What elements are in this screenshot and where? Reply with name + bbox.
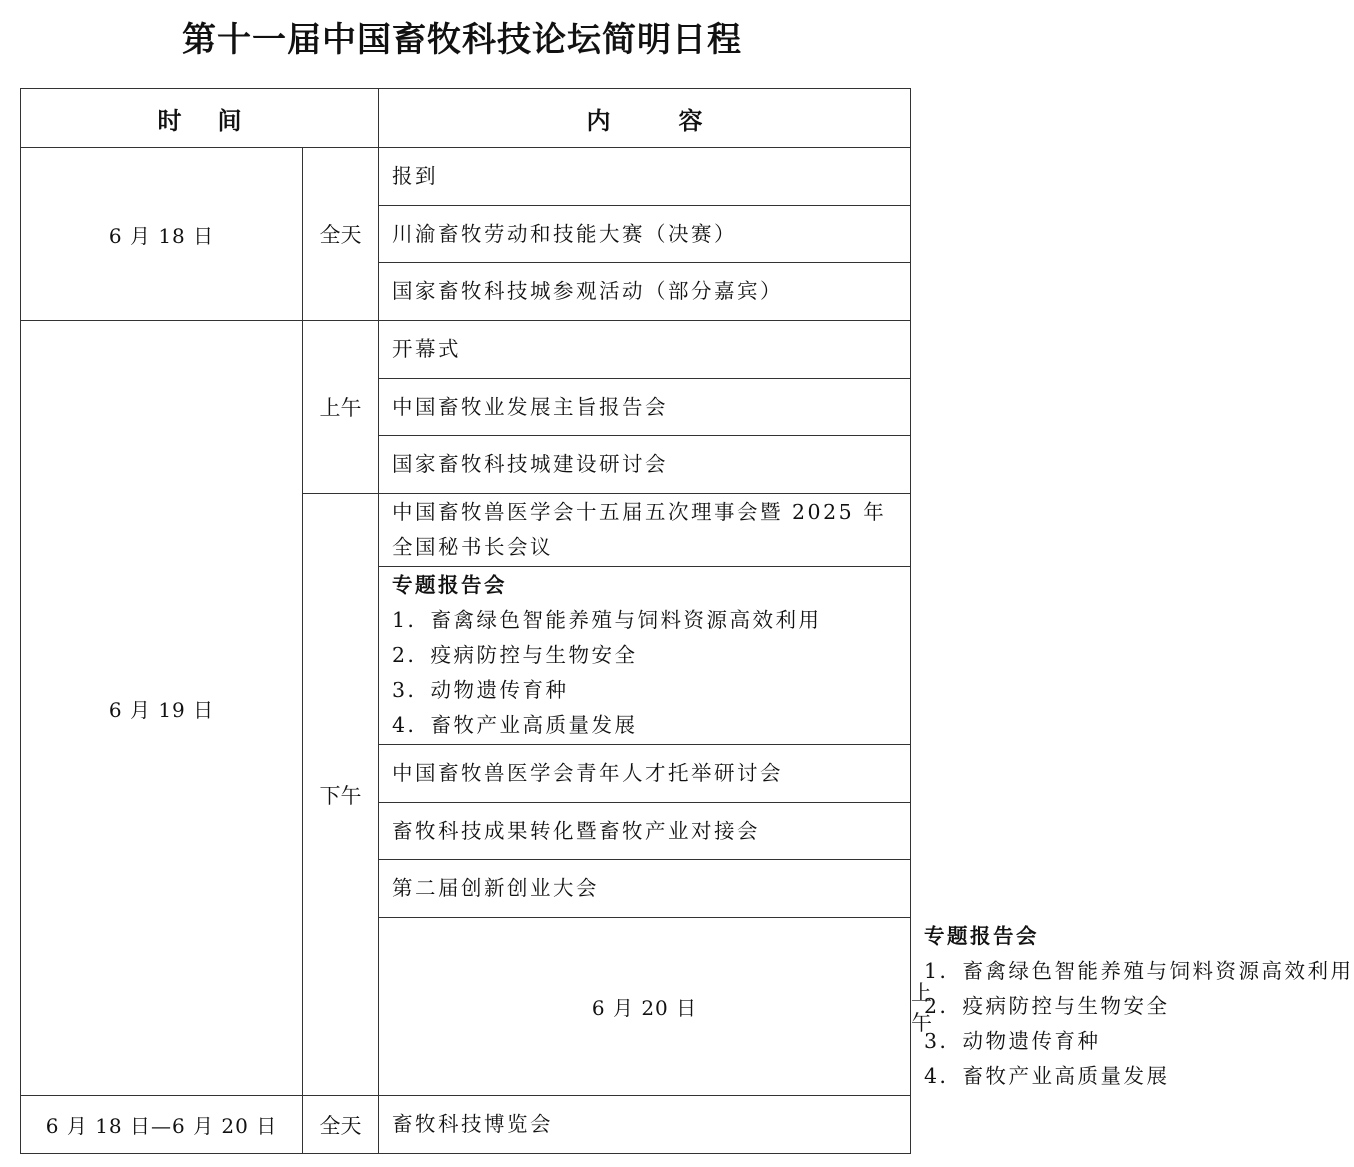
schedule-item: 报到 bbox=[379, 148, 911, 206]
schedule-item: 国家畜牧科技城参观活动（部分嘉宾） bbox=[379, 263, 911, 321]
item-line: 全国秘书长会议 bbox=[392, 535, 553, 559]
topic-item: 3．动物遗传育种 bbox=[392, 678, 569, 702]
period-cell: 下午 bbox=[303, 494, 379, 1096]
schedule-item: 中国畜牧兽医学会青年人才托举研讨会 bbox=[379, 745, 911, 803]
schedule-item bbox=[379, 494, 911, 567]
date-cell: 6 月 18 日—6 月 20 日 bbox=[21, 1096, 303, 1154]
period-cell: 全天 bbox=[303, 1096, 379, 1154]
date-cell: 6 月 18 日 bbox=[21, 148, 303, 321]
topic-item: 1．畜禽绿色智能养殖与饲料资源高效利用 bbox=[392, 608, 822, 632]
schedule-item: 开幕式 bbox=[379, 321, 911, 379]
period-cell: 全天 bbox=[303, 148, 379, 321]
special-report-heading: 专题报告会 bbox=[392, 573, 507, 597]
topic-item: 2．疫病防控与生物安全 bbox=[392, 643, 638, 667]
date-cell: 6 月 20 日 bbox=[379, 918, 911, 1096]
item-line: 中国畜牧兽医学会十五届五次理事会暨 2025 年 bbox=[392, 500, 887, 524]
table-row bbox=[21, 1096, 911, 1154]
schedule-item: 畜牧科技博览会 bbox=[379, 1096, 911, 1154]
page-title: 第十一届中国畜牧科技论坛简明日程 bbox=[182, 20, 742, 60]
header-row bbox=[21, 89, 911, 148]
table-row: 6 月 20 日 上午 专题报告会 1．畜禽绿色智能养殖与饲料资源高效利用 2．疫病防控与生物安全 3．动物遗传育种 4．畜牧产业高质量发展 bbox=[21, 918, 911, 1096]
schedule-item: 川渝畜牧劳动和技能大赛（决赛） bbox=[379, 206, 911, 263]
schedule-item: 中国畜牧业发展主旨报告会 bbox=[379, 379, 911, 436]
schedule-item: 畜牧科技成果转化暨畜牧产业对接会 bbox=[379, 803, 911, 860]
schedule-item: 第二届创新创业大会 bbox=[379, 860, 911, 918]
header-content: 内容 bbox=[379, 89, 911, 148]
date-cell: 6 月 19 日 bbox=[21, 321, 303, 1096]
schedule-item: 国家畜牧科技城建设研讨会 bbox=[379, 436, 911, 494]
table-row bbox=[21, 321, 911, 379]
schedule-table bbox=[20, 88, 1354, 1154]
topic-item: 4．畜牧产业高质量发展 bbox=[392, 713, 638, 737]
special-report-block bbox=[379, 567, 911, 745]
header-time: 时间 bbox=[21, 89, 379, 148]
period-cell: 上午 bbox=[303, 321, 379, 494]
table-row bbox=[21, 148, 911, 206]
